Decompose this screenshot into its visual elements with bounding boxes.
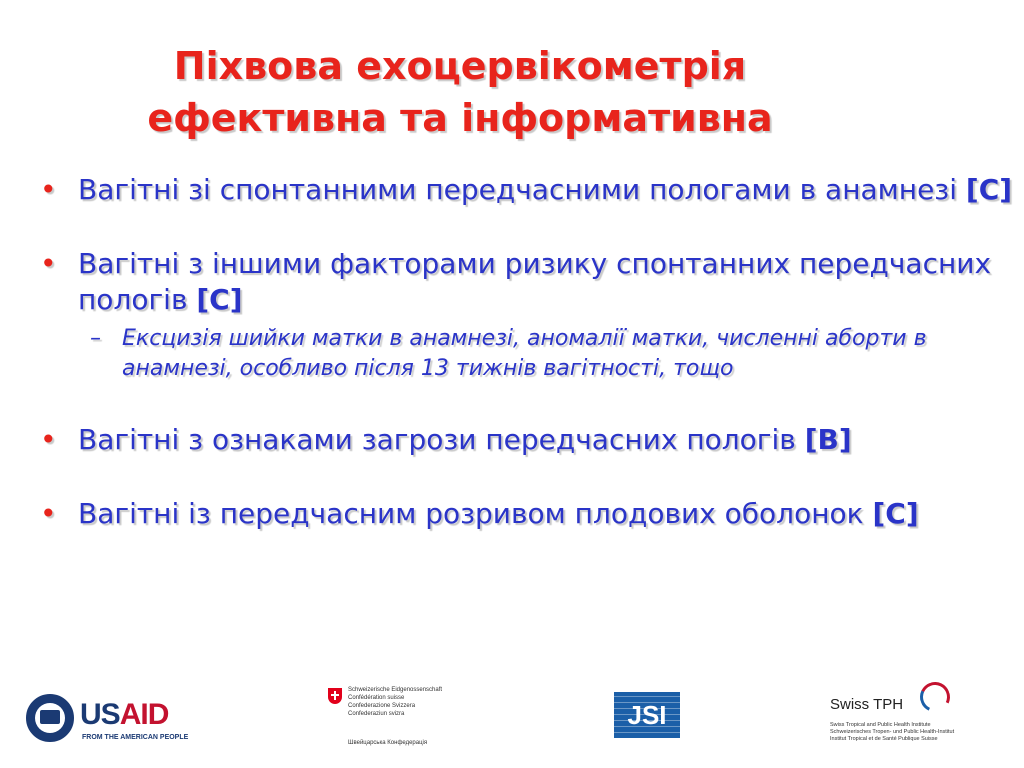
bullet-item-3 bbox=[40, 422, 1020, 458]
usaid-seal-icon bbox=[26, 694, 74, 742]
bullet-marker: • bbox=[40, 423, 57, 456]
bullet-marker: • bbox=[40, 173, 57, 206]
evidence-grade: [C] bbox=[872, 497, 919, 530]
tph-subtitle: Swiss Tropical and Public Health Institute Schweizerisches Tropen- und Public Health-Institut Institut Tropical et de Santé Publique Suisse bbox=[830, 722, 955, 742]
usaid-logo bbox=[26, 692, 206, 752]
swiss-names: Schweizerische Eidgenossenschaft Confédération suisse Confederazione Svizzera Confederaziun svizra bbox=[348, 687, 443, 717]
evidence-grade: [C] bbox=[196, 283, 243, 316]
title-line-1: Піхвова ехоцервікометрія bbox=[173, 44, 747, 88]
swiss-name-ukrainian: Швейцарська Конфедерація bbox=[348, 740, 428, 746]
bullet-list bbox=[40, 172, 1020, 532]
swiss-tph-logo bbox=[830, 680, 1010, 760]
title-line-2: ефективна та інформативна bbox=[147, 96, 773, 140]
footer-logos bbox=[0, 680, 1024, 768]
bullet-text: Вагітні з іншими факторами ризику спонтанних передчасних пологів bbox=[78, 247, 992, 316]
evidence-grade: [B] bbox=[804, 423, 852, 456]
tph-name: Swiss TPH bbox=[830, 696, 904, 713]
bullet-text: Вагітні зі спонтанними передчасними пологами в анамнезі bbox=[78, 173, 957, 206]
bullet-item-1 bbox=[40, 172, 1020, 208]
swiss-confederation-logo bbox=[328, 686, 468, 756]
bullet-marker: • bbox=[40, 497, 57, 530]
bullet-item-2 bbox=[40, 246, 1020, 318]
usaid-wordmark: USAID bbox=[80, 698, 169, 731]
sub-bullet-marker: – bbox=[90, 326, 101, 351]
slide-title bbox=[0, 40, 920, 144]
bullet-text: Вагітні із передчасним розривом плодових оболонок bbox=[78, 497, 864, 530]
jsi-logo bbox=[614, 692, 680, 738]
jsi-wordmark: JSI bbox=[627, 700, 667, 730]
bullet-marker: • bbox=[40, 247, 57, 280]
bullet-item-4 bbox=[40, 496, 1020, 532]
sub-bullet-item bbox=[40, 324, 1020, 384]
swiss-flag-icon bbox=[328, 688, 342, 704]
evidence-grade: [C] bbox=[965, 173, 1013, 206]
tph-swirl-icon bbox=[916, 678, 954, 716]
bullet-text: Вагітні з ознаками загрози передчасних пологів bbox=[78, 423, 796, 456]
sub-bullet-text: Ексцизія шийки матки в анамнезі, аномалії матки, численні аборти в анамнезі, особливо після 13 тижнів вагітності, тощо bbox=[122, 326, 927, 381]
usaid-tagline: FROM THE AMERICAN PEOPLE bbox=[82, 734, 189, 741]
